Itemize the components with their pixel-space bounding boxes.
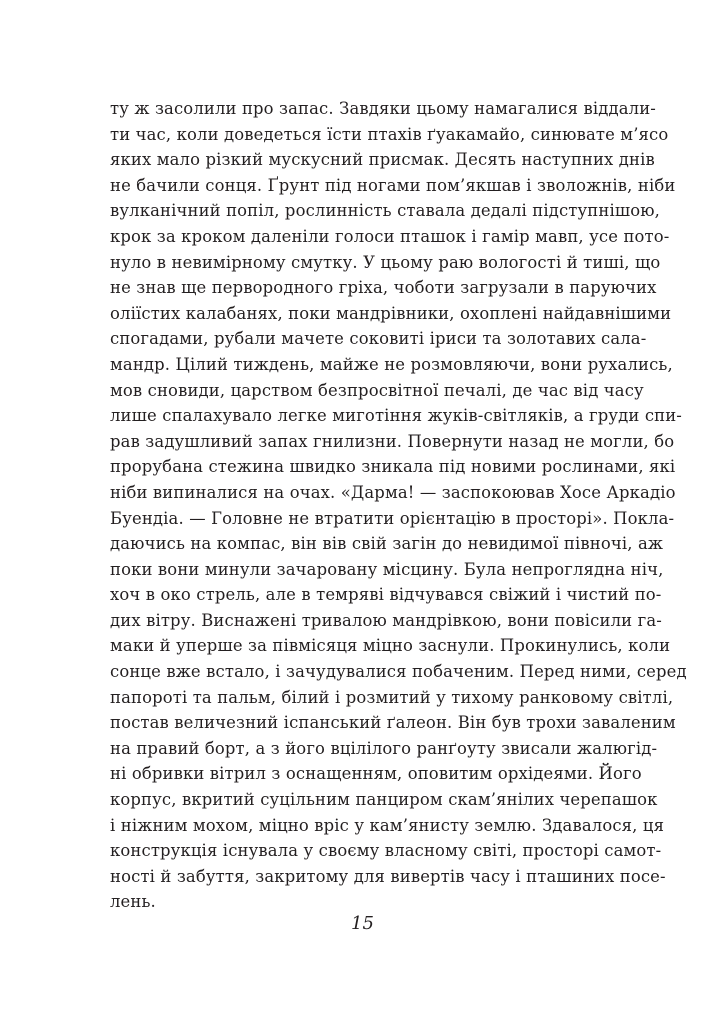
text-line: мандр. Цілий тиждень, майже не розмовляючи, вони рухались,	[110, 354, 673, 374]
text-line: маки й уперше за півмісяця міцно заснули. Прокинулись, коли	[110, 636, 671, 656]
text-line: рав задушливий запах гнилизни. Повернути назад не могли, бо	[110, 431, 675, 451]
text-line: конструкція існувала у своєму власному світі, просторі самот-	[110, 841, 662, 861]
text-line: спогадами, рубали мачете соковиті іриси та золотавих сала-	[110, 329, 647, 349]
text-line: вулканічний попіл, рослинність ставала дедалі підступнішою,	[110, 201, 661, 221]
text-line: поки вони минули зачаровану місцину. Була непроглядна ніч,	[110, 559, 664, 579]
text-line: ності й забуття, закритому для вивертів часу і пташиних посе-	[110, 866, 666, 886]
text-line: крок за кроком даленіли голоси пташок і гамір мавп, усе пото-	[110, 226, 670, 246]
text-line: нуло в невимірному смутку. У цьому раю вологості й тиші, що	[110, 252, 661, 272]
text-line: яких мало різкий мускусний присмак. Десять наступних днів	[110, 150, 655, 170]
text-line: дих вітру. Виснажені тривалою мандрівкою, вони повісили га-	[110, 610, 662, 630]
text-line: лише спалахувало легке миготіння жуків-світляків, а груди спи-	[110, 406, 682, 426]
text-line: не бачили сонця. Ґрунт під ногами пом’якшав і зволожнів, ніби	[110, 175, 676, 195]
text-line: не знав ще первородного гріха, чоботи загрузали в паруючих	[110, 278, 657, 298]
text-line: Буендіа. — Головне не втратити орієнтацію в просторі». Покла-	[110, 508, 675, 528]
text-line: ні обривки вітрил з оснащенням, оповитим орхідеями. Його	[110, 764, 642, 784]
text-line: оліїстих калабанях, поки мандрівники, охоплені найдавнішими	[110, 303, 672, 323]
text-line: на правий борт, а з його вцілілого ранґоуту звисали жалюгід-	[110, 738, 658, 758]
page-number: 15	[351, 913, 374, 934]
text-line: папороті та пальм, білий і розмитий у тихому ранковому світлі,	[110, 687, 674, 707]
body-text	[110, 96, 687, 915]
text-line: і ніжним мохом, міцно вріс у кам’янисту землю. Здавалося, ця	[110, 815, 665, 835]
text-line: ти час, коли доведеться їсти птахів ґуакамайо, синювате м’ясо	[110, 124, 669, 144]
text-line: хоч в око стрель, але в темряві відчувався свіжий і чистий по-	[110, 585, 662, 605]
text-line: даючись на компас, він вів свій загін до невидимої півночі, аж	[110, 534, 664, 554]
text-line: постав величезний іспанський ґалеон. Він був трохи заваленим	[110, 713, 676, 733]
text-line: прорубана стежина швидко зникала під новими рослинами, які	[110, 457, 676, 477]
text-line: сонце вже встало, і зачудувалися побаченим. Перед ними, серед	[110, 662, 687, 682]
text-line: корпус, вкритий суцільним панциром скам’янілих черепашок	[110, 790, 658, 810]
text-line: ніби випиналися на очах. «Дарма! — заспокоював Хосе Аркадіо	[110, 482, 676, 502]
text-line: лень.	[110, 892, 156, 912]
text-line: ту ж засолили про запас. Завдяки цьому намагалися віддали-	[110, 99, 656, 118]
text-line: мов сновиди, царством безпросвітної печалі, де час від часу	[110, 380, 644, 400]
